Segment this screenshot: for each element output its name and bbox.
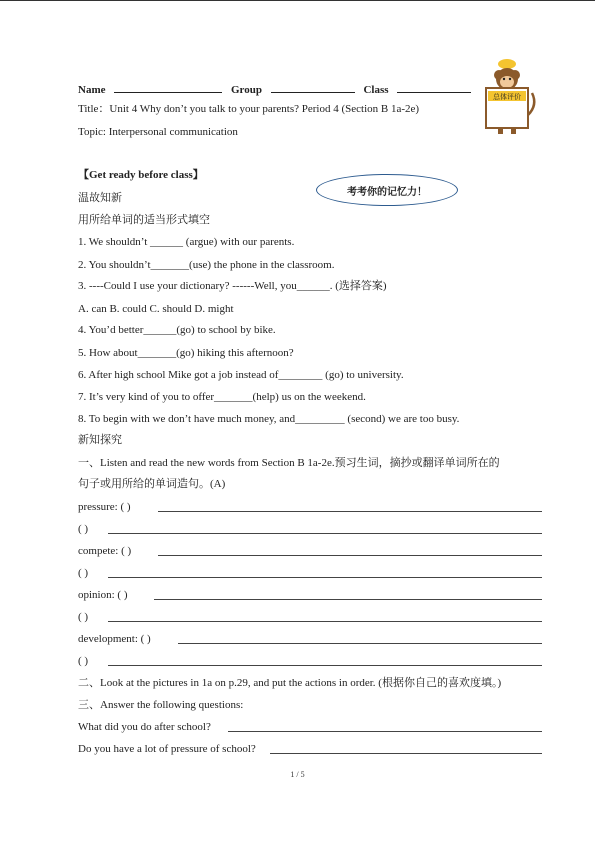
part3-instruction: 三、Answer the following questions: xyxy=(78,699,244,711)
title-line: Title：Unit 4 Why don’t you talk to your parents? Period 4 (Section B 1a-2e) xyxy=(78,103,420,115)
get-ready-heading: 【Get ready before class】 xyxy=(78,169,204,181)
paren-opinion: ( ) xyxy=(78,611,89,623)
word-pressure: pressure: ( ) xyxy=(78,501,131,513)
new-knowledge-heading: 新知探究 xyxy=(78,434,122,446)
answer-line-pressure-2[interactable] xyxy=(108,533,542,534)
sticker-text: 总体评价 xyxy=(493,93,521,101)
answer-line-pressure[interactable] xyxy=(158,511,542,512)
fill-instruction: 用所给单词的适当形式填空 xyxy=(78,214,210,226)
exercise-q1: 1. We shouldn’t ______ (argue) with our parents. xyxy=(78,236,295,248)
answer-line-compete-2[interactable] xyxy=(108,577,542,578)
paren-compete: ( ) xyxy=(78,567,89,579)
part1-instruction-line1: 一、Listen and read the new words from Section B 1a-2e.预习生词，摘抄或翻译单词所在的 xyxy=(78,457,500,469)
group-label: Group xyxy=(231,84,262,96)
word-compete: compete: ( ) xyxy=(78,545,132,557)
question-pressure: Do you have a lot of pressure of school? xyxy=(78,743,256,755)
topic-line: Topic: Interpersonal communication xyxy=(78,126,238,138)
name-field[interactable] xyxy=(114,82,222,93)
paren-development: ( ) xyxy=(78,655,89,667)
exercise-q8: 8. To begin with we don’t have much money, and_________ (second) we are too busy. xyxy=(78,413,460,425)
answer-line-development-2[interactable] xyxy=(108,665,542,666)
review-label: 温故知新 xyxy=(78,192,122,204)
part2-instruction: 二、Look at the pictures in 1a on p.29, and put the actions in order. (根据你自己的喜欢度填。) xyxy=(78,677,502,689)
page-number: 1 / 5 xyxy=(290,770,305,779)
memory-bubble: 考考你的记忆力！ xyxy=(316,174,458,206)
answer-line-opinion[interactable] xyxy=(154,599,542,600)
answer-line-compete[interactable] xyxy=(158,555,542,556)
name-group-class-row xyxy=(78,82,471,97)
group-field[interactable] xyxy=(271,82,355,93)
answer-line-development[interactable] xyxy=(178,643,542,644)
paren-pressure: ( ) xyxy=(78,523,89,535)
word-development: development: ( ) xyxy=(78,633,151,645)
class-field[interactable] xyxy=(397,82,471,93)
word-opinion: opinion: ( ) xyxy=(78,589,128,601)
exercise-q5: 5. How about_______(go) hiking this afternoon? xyxy=(78,347,294,359)
top-border xyxy=(0,0,595,1)
answer-line-opinion-2[interactable] xyxy=(108,621,542,622)
class-label: Class xyxy=(363,84,389,96)
answer-line-after-school[interactable] xyxy=(228,731,542,732)
exercise-q6: 6. After high school Mike got a job instead of________ (go) to university. xyxy=(78,369,404,381)
monkey-evaluation-sticker xyxy=(472,55,542,135)
exercise-q3: 3. ----Could I use your dictionary? ------Well, you______. (选择答案) xyxy=(78,280,387,292)
exercise-q3-options: A. can B. could C. should D. might xyxy=(78,303,234,315)
answer-line-pressure-question[interactable] xyxy=(270,753,542,754)
exercise-q4: 4. You’d better______(go) to school by bike. xyxy=(78,324,276,336)
exercise-q2: 2. You shouldn’t_______(use) the phone in the classroom. xyxy=(78,259,335,271)
name-label: Name xyxy=(78,84,106,96)
part1-instruction-line2: 句子或用所给的单词造句。(A) xyxy=(78,478,226,490)
exercise-q7: 7. It’s very kind of you to offer_______(help) us on the weekend. xyxy=(78,391,366,403)
question-after-school: What did you do after school? xyxy=(78,721,211,733)
